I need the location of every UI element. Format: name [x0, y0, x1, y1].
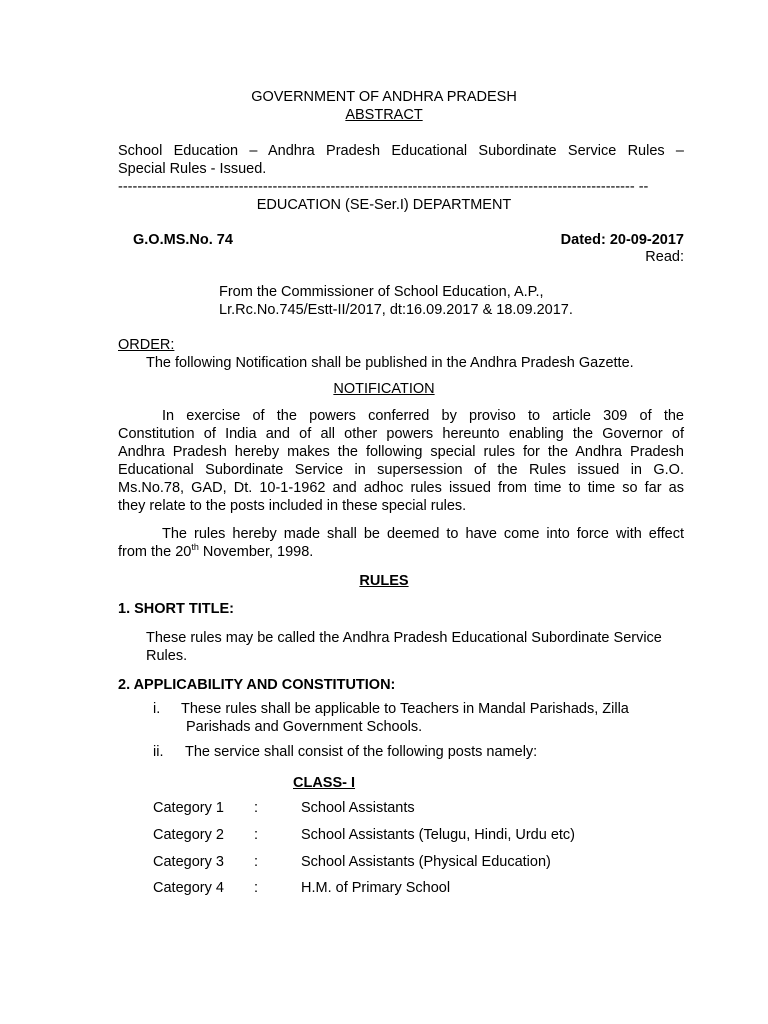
para2-line: from the 20th November, 1998.	[118, 542, 314, 560]
abstract-title: ABSTRACT	[345, 107, 423, 123]
category-separator: :	[254, 800, 259, 816]
rules-heading: RULES	[359, 573, 409, 589]
para1-line: Ms.No.78, GAD, Dt. 10-1-1962 and adhoc rules issued from time to time so far as	[118, 480, 684, 496]
class-heading: CLASS- I	[293, 775, 356, 791]
subject-line-1: School Education – Andhra Pradesh Educational Subordinate Service Rules –	[118, 143, 684, 159]
para2-line: The rules hereby made shall be deemed to have come into force with effect	[162, 526, 684, 542]
category-label: Category 2	[153, 827, 224, 843]
category-label: Category 4	[153, 880, 224, 896]
applicability-heading: 2. APPLICABILITY AND CONSTITUTION:	[118, 677, 396, 693]
category-separator: :	[254, 880, 259, 896]
order-label: ORDER:	[118, 337, 175, 353]
order-text: The following Notification shall be published in the Andhra Pradesh Gazette.	[146, 355, 634, 371]
list-item-text: These rules shall be applicable to Teachers in Mandal Parishads, Zilla	[181, 701, 629, 717]
category-post: School Assistants	[301, 800, 415, 816]
para1-line: Educational Subordinate Service in supersession of the Rules issued in G.O.	[118, 462, 684, 478]
category-post: School Assistants (Telugu, Hindi, Urdu etc)	[301, 827, 576, 843]
category-post: H.M. of Primary School	[301, 880, 451, 896]
read-label: Read:	[645, 249, 684, 265]
notification-heading: NOTIFICATION	[333, 381, 435, 397]
short-title-heading: 1. SHORT TITLE:	[118, 601, 234, 617]
government-title: GOVERNMENT OF ANDHRA PRADESH	[251, 89, 517, 105]
short-title-line-2: Rules.	[146, 648, 188, 664]
separator-line: ----------------------------------------------------------------------------------------------------------- --	[118, 179, 649, 195]
para1-line: Andhra Pradesh hereby makes the following special rules for the Andhra Pradesh	[118, 444, 684, 460]
reference-line-1: From the Commissioner of School Education, A.P.,	[219, 284, 544, 300]
short-title-line-1: These rules may be called the Andhra Pradesh Educational Subordinate Service	[146, 630, 662, 646]
reference-line-2: Lr.Rc.No.745/Estt-II/2017, dt:16.09.2017 & 18.09.2017.	[219, 302, 573, 318]
category-label: Category 1	[153, 800, 224, 816]
list-item-text: Parishads and Government Schools.	[186, 719, 423, 735]
department-title: EDUCATION (SE-Ser.I) DEPARTMENT	[256, 197, 512, 213]
category-separator: :	[254, 854, 259, 870]
dated: Dated: 20-09-2017	[560, 232, 684, 248]
subject-line-2: Special Rules - Issued.	[118, 161, 267, 177]
go-number: G.O.MS.No. 74	[133, 232, 233, 248]
list-item-number: i.	[153, 701, 161, 717]
list-item-text: The service shall consist of the following posts namely:	[185, 744, 538, 760]
category-separator: :	[254, 827, 259, 843]
category-post: School Assistants (Physical Education)	[301, 854, 551, 870]
para1-line: In exercise of the powers conferred by proviso to article 309 of the	[162, 408, 684, 424]
para1-line: they relate to the posts included in these special rules.	[118, 498, 467, 514]
category-label: Category 3	[153, 854, 224, 870]
para1-line: Constitution of India and of all other powers hereunto enabling the Governor of	[118, 426, 684, 442]
list-item-number: ii.	[153, 744, 164, 760]
